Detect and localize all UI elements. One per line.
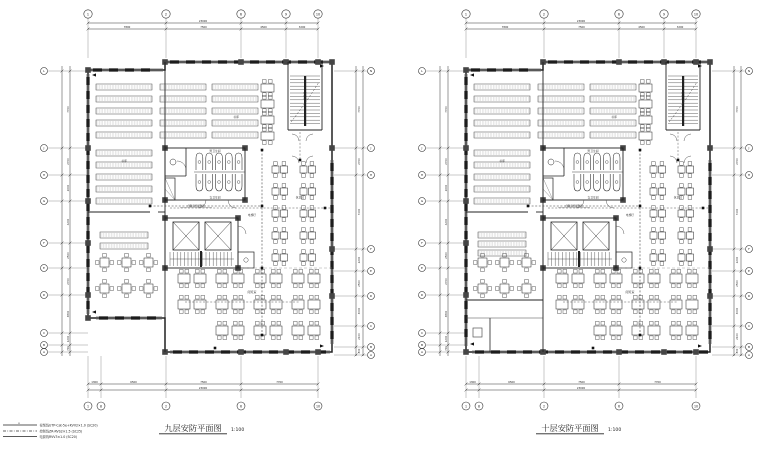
svg-text:1: 1 (464, 12, 468, 17)
svg-text:C: C (420, 331, 424, 336)
svg-text:3800: 3800 (445, 310, 448, 318)
svg-text:4200: 4200 (67, 218, 70, 226)
svg-text:阅览室: 阅览室 (625, 290, 635, 294)
svg-text:8: 8 (477, 404, 481, 409)
svg-text:1: 1 (86, 404, 90, 409)
svg-text:F: F (421, 241, 423, 246)
svg-text:2500: 2500 (736, 280, 739, 287)
svg-text:C: C (369, 324, 373, 329)
svg-text:7700: 7700 (358, 106, 361, 113)
svg-text:6500: 6500 (508, 381, 515, 385)
svg-text:B: B (747, 345, 751, 350)
svg-text:G: G (42, 199, 46, 204)
svg-text:C: C (747, 324, 751, 329)
legend-line-marker: v (18, 421, 20, 425)
svg-text:线路沿桥架敷设: 线路沿桥架敷设 (187, 204, 205, 208)
svg-text:C: C (42, 331, 46, 336)
svg-text:F: F (748, 247, 750, 252)
svg-text:楼梯间: 楼梯间 (303, 91, 307, 101)
svg-text:7400: 7400 (358, 208, 361, 216)
legend-label: 控制线ZR-RVS2×1.5 (SC25) (39, 429, 83, 434)
svg-text:3000: 3000 (736, 307, 739, 315)
svg-text:1300: 1300 (91, 381, 98, 385)
svg-text:7800: 7800 (123, 25, 131, 29)
svg-text:L: L (421, 69, 423, 74)
svg-text:D: D (42, 293, 46, 298)
svg-text:A: A (42, 350, 46, 355)
svg-text:3800: 3800 (67, 310, 70, 318)
svg-text:1: 1 (86, 12, 90, 17)
svg-text:L: L (43, 69, 45, 74)
svg-text:1200: 1200 (445, 335, 448, 343)
svg-text:9: 9 (662, 12, 666, 17)
svg-text:7500: 7500 (578, 381, 585, 385)
svg-text:N: N (369, 69, 373, 74)
svg-text:书库: 书库 (120, 159, 128, 163)
svg-text:1200: 1200 (67, 335, 70, 343)
svg-text:F: F (370, 247, 372, 252)
svg-text:6: 6 (617, 404, 621, 409)
svg-text:7500: 7500 (200, 381, 207, 385)
legend-label: 视频线UTP-Cat-5e+KVV2×1.0 (SC20) (39, 423, 98, 428)
plan-title: 九层安防平面图 (164, 423, 222, 433)
svg-text:9: 9 (284, 12, 288, 17)
svg-text:7700: 7700 (445, 106, 448, 113)
svg-text:7700: 7700 (736, 106, 739, 113)
svg-text:E: E (43, 266, 45, 271)
svg-text:书库: 书库 (232, 115, 240, 119)
svg-text:2500: 2500 (358, 280, 361, 287)
svg-text:10: 10 (315, 404, 321, 409)
svg-text:J: J (370, 146, 372, 151)
svg-text:线路沿桥架敷设: 线路沿桥架敷设 (565, 204, 583, 208)
svg-text:2700: 2700 (736, 158, 739, 165)
svg-text:A: A (747, 353, 751, 358)
svg-text:D: D (747, 294, 751, 299)
svg-text:7500: 7500 (578, 25, 585, 29)
svg-text:A: A (420, 350, 424, 355)
svg-text:女卫生间: 女卫生间 (587, 195, 599, 200)
svg-text:2700: 2700 (445, 158, 448, 165)
svg-text:电梯厅: 电梯厅 (247, 213, 257, 217)
svg-text:B: B (42, 343, 46, 348)
svg-text:2500: 2500 (67, 252, 70, 259)
svg-text:女卫生间: 女卫生间 (209, 195, 221, 200)
svg-text:D: D (369, 294, 373, 299)
svg-text:G: G (420, 199, 424, 204)
svg-text:23000: 23000 (198, 19, 208, 23)
svg-text:2200: 2200 (358, 256, 361, 264)
svg-text:休息区: 休息区 (673, 195, 683, 200)
svg-text:H: H (369, 173, 373, 178)
svg-text:7700: 7700 (654, 381, 661, 385)
svg-text:J: J (421, 146, 423, 151)
svg-text:E: E (421, 266, 423, 271)
svg-text:楼梯间: 楼梯间 (681, 91, 685, 101)
svg-text:7400: 7400 (736, 208, 739, 216)
svg-text:6500: 6500 (130, 381, 137, 385)
svg-text:7500: 7500 (200, 25, 207, 29)
svg-text:B: B (369, 345, 373, 350)
svg-text:7700: 7700 (67, 106, 70, 113)
svg-text:7800: 7800 (501, 25, 509, 29)
svg-text:23000: 23000 (576, 19, 586, 23)
legend-label: 电源线RVV3×1.0 (SC20) (39, 434, 78, 439)
svg-text:B: B (420, 343, 424, 348)
svg-text:阅览室: 阅览室 (247, 290, 257, 294)
svg-text:4500: 4500 (260, 25, 267, 29)
svg-text:N: N (747, 69, 751, 74)
svg-text:书库: 书库 (498, 159, 506, 163)
svg-text:1: 1 (464, 404, 468, 409)
svg-text:D: D (420, 293, 424, 298)
svg-text:男卫生间: 男卫生间 (587, 149, 599, 154)
svg-text:6: 6 (239, 404, 243, 409)
svg-text:10: 10 (693, 404, 699, 409)
svg-text:2700: 2700 (445, 278, 448, 285)
svg-text:6: 6 (617, 12, 621, 17)
svg-text:800: 800 (736, 348, 739, 354)
plan-scale: 1:100 (231, 428, 245, 433)
svg-text:H: H (420, 173, 424, 178)
svg-text:H: H (42, 173, 46, 178)
svg-text:1300: 1300 (469, 381, 476, 385)
svg-text:23000: 23000 (198, 387, 208, 391)
svg-text:10: 10 (315, 12, 321, 17)
svg-text:3200: 3200 (298, 25, 306, 29)
svg-text:3200: 3200 (676, 25, 684, 29)
svg-text:23000: 23000 (576, 387, 586, 391)
svg-text:2: 2 (542, 404, 546, 409)
svg-text:2: 2 (542, 12, 546, 17)
svg-text:2: 2 (164, 404, 168, 409)
svg-text:2200: 2200 (736, 256, 739, 264)
svg-text:2700: 2700 (67, 158, 70, 165)
svg-text:4500: 4500 (638, 25, 645, 29)
svg-text:6: 6 (239, 12, 243, 17)
svg-text:E: E (370, 269, 372, 274)
svg-text:2100: 2100 (736, 333, 739, 340)
svg-text:800: 800 (358, 348, 361, 354)
svg-text:电梯厅: 电梯厅 (625, 213, 635, 217)
svg-text:2500: 2500 (445, 252, 448, 259)
svg-text:2600: 2600 (67, 184, 70, 192)
svg-text:J: J (748, 146, 750, 151)
svg-text:8: 8 (99, 404, 103, 409)
svg-text:3000: 3000 (358, 307, 361, 315)
svg-text:7700: 7700 (276, 381, 283, 385)
plan-scale: 1:100 (608, 428, 622, 433)
svg-text:2600: 2600 (445, 184, 448, 192)
svg-text:男卫生间: 男卫生间 (209, 149, 221, 154)
svg-text:休息区: 休息区 (295, 195, 305, 200)
svg-text:J: J (43, 146, 45, 151)
svg-text:4200: 4200 (445, 218, 448, 226)
svg-text:A: A (369, 353, 373, 358)
svg-text:700: 700 (67, 346, 70, 351)
plan-title: 十层安防平面图 (541, 423, 599, 433)
svg-text:700: 700 (445, 346, 448, 351)
svg-text:10: 10 (693, 12, 699, 17)
svg-text:E: E (748, 269, 750, 274)
svg-text:F: F (43, 241, 45, 246)
svg-text:2700: 2700 (358, 158, 361, 165)
svg-text:2: 2 (164, 12, 168, 17)
svg-text:书库: 书库 (610, 115, 618, 119)
svg-text:2100: 2100 (358, 333, 361, 340)
svg-text:H: H (747, 173, 751, 178)
svg-text:2700: 2700 (67, 278, 70, 285)
